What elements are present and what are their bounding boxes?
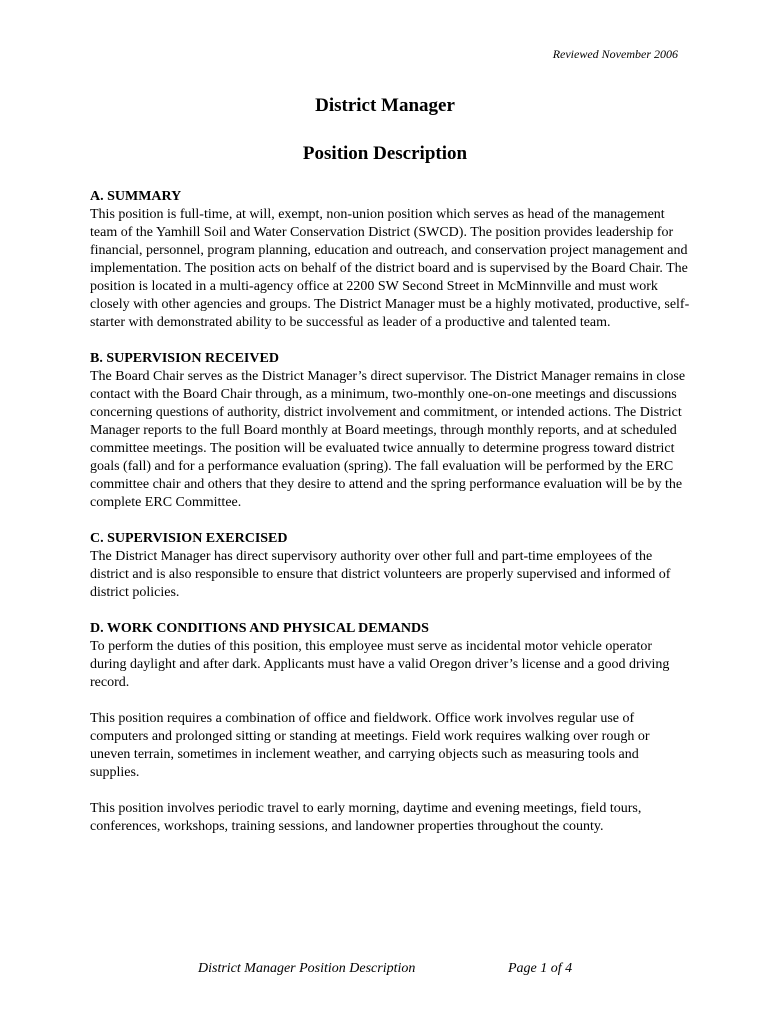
section-paragraph: This position is full-time, at will, exempt, non-union position which serves as head of the management team of the Yamhill Soil and Water Conservation District (SWCD). The position provides leadership for financial, personnel, program planning, education and outreach, and conservation project management and implementation. The position acts on behalf of the district board and is supervised by the Board Chair. The position is located in a multi-agency office at 2200 SW Second Street in McMinnville and must work closely with other agencies and groups. The District Manager must be a highly motivated, productive, self-starter with demonstrated ability to be successful as leader of a productive and talented team. bbox=[90, 207, 690, 330]
section-heading: A. SUMMARY bbox=[90, 189, 182, 204]
section-paragraph: To perform the duties of this position, this employee must serve as incidental motor vehicle operator during daylight and after dark. Applicants must have a valid Oregon driver’s license and a good driving record. bbox=[90, 639, 670, 690]
section-paragraph: This position requires a combination of office and fieldwork. Office work involves regular use of computers and prolonged sitting or standing at meetings. Field work requires walking over rough or uneven terrain, sometimes in inclement weather, and carrying objects such as measuring tools and supplies. bbox=[90, 711, 650, 780]
document-title: District Manager bbox=[315, 95, 455, 116]
section-paragraph: This position involves periodic travel to early morning, daytime and evening meetings, field tours, conferences, workshops, training sessions, and landowner properties throughout the county. bbox=[90, 801, 642, 834]
section-supervision-exercised bbox=[90, 530, 690, 602]
section-summary bbox=[90, 188, 690, 332]
footer-document-title: District Manager Position Description bbox=[198, 961, 416, 976]
footer-page-number: Page 1 of 4 bbox=[508, 961, 573, 976]
section-paragraph: The District Manager has direct supervisory authority over other full and part-time employees of the district and is also responsible to ensure that district volunteers are properly supervised and informed of district policies. bbox=[90, 549, 671, 600]
section-heading: D. WORK CONDITIONS AND PHYSICAL DEMANDS bbox=[90, 621, 429, 636]
section-paragraph: The Board Chair serves as the District Manager’s direct supervisor. The District Manager remains in close contact with the Board Chair through, as a minimum, two-monthly one-on-one meetings and discussions concerning questions of authority, district involvement and commitment, or intended actions. The District Manager reports to the full Board monthly at Board meetings, through monthly reports, and at scheduled committee meetings. The position will be evaluated twice annually to determine progress toward district goals (fall) and for a performance evaluation (spring). The fall evaluation will be performed by the ERC committee chair and others that they desire to attend and the spring performance evaluation will be by the complete ERC Committee. bbox=[90, 369, 686, 510]
document-body bbox=[90, 188, 690, 836]
section-work-conditions bbox=[90, 620, 690, 836]
reviewed-date: Reviewed November 2006 bbox=[552, 47, 678, 61]
document-subtitle: Position Description bbox=[302, 143, 468, 164]
section-supervision-received bbox=[90, 350, 690, 512]
section-heading: B. SUPERVISION RECEIVED bbox=[90, 351, 279, 366]
section-heading: C. SUPERVISION EXERCISED bbox=[90, 531, 288, 546]
